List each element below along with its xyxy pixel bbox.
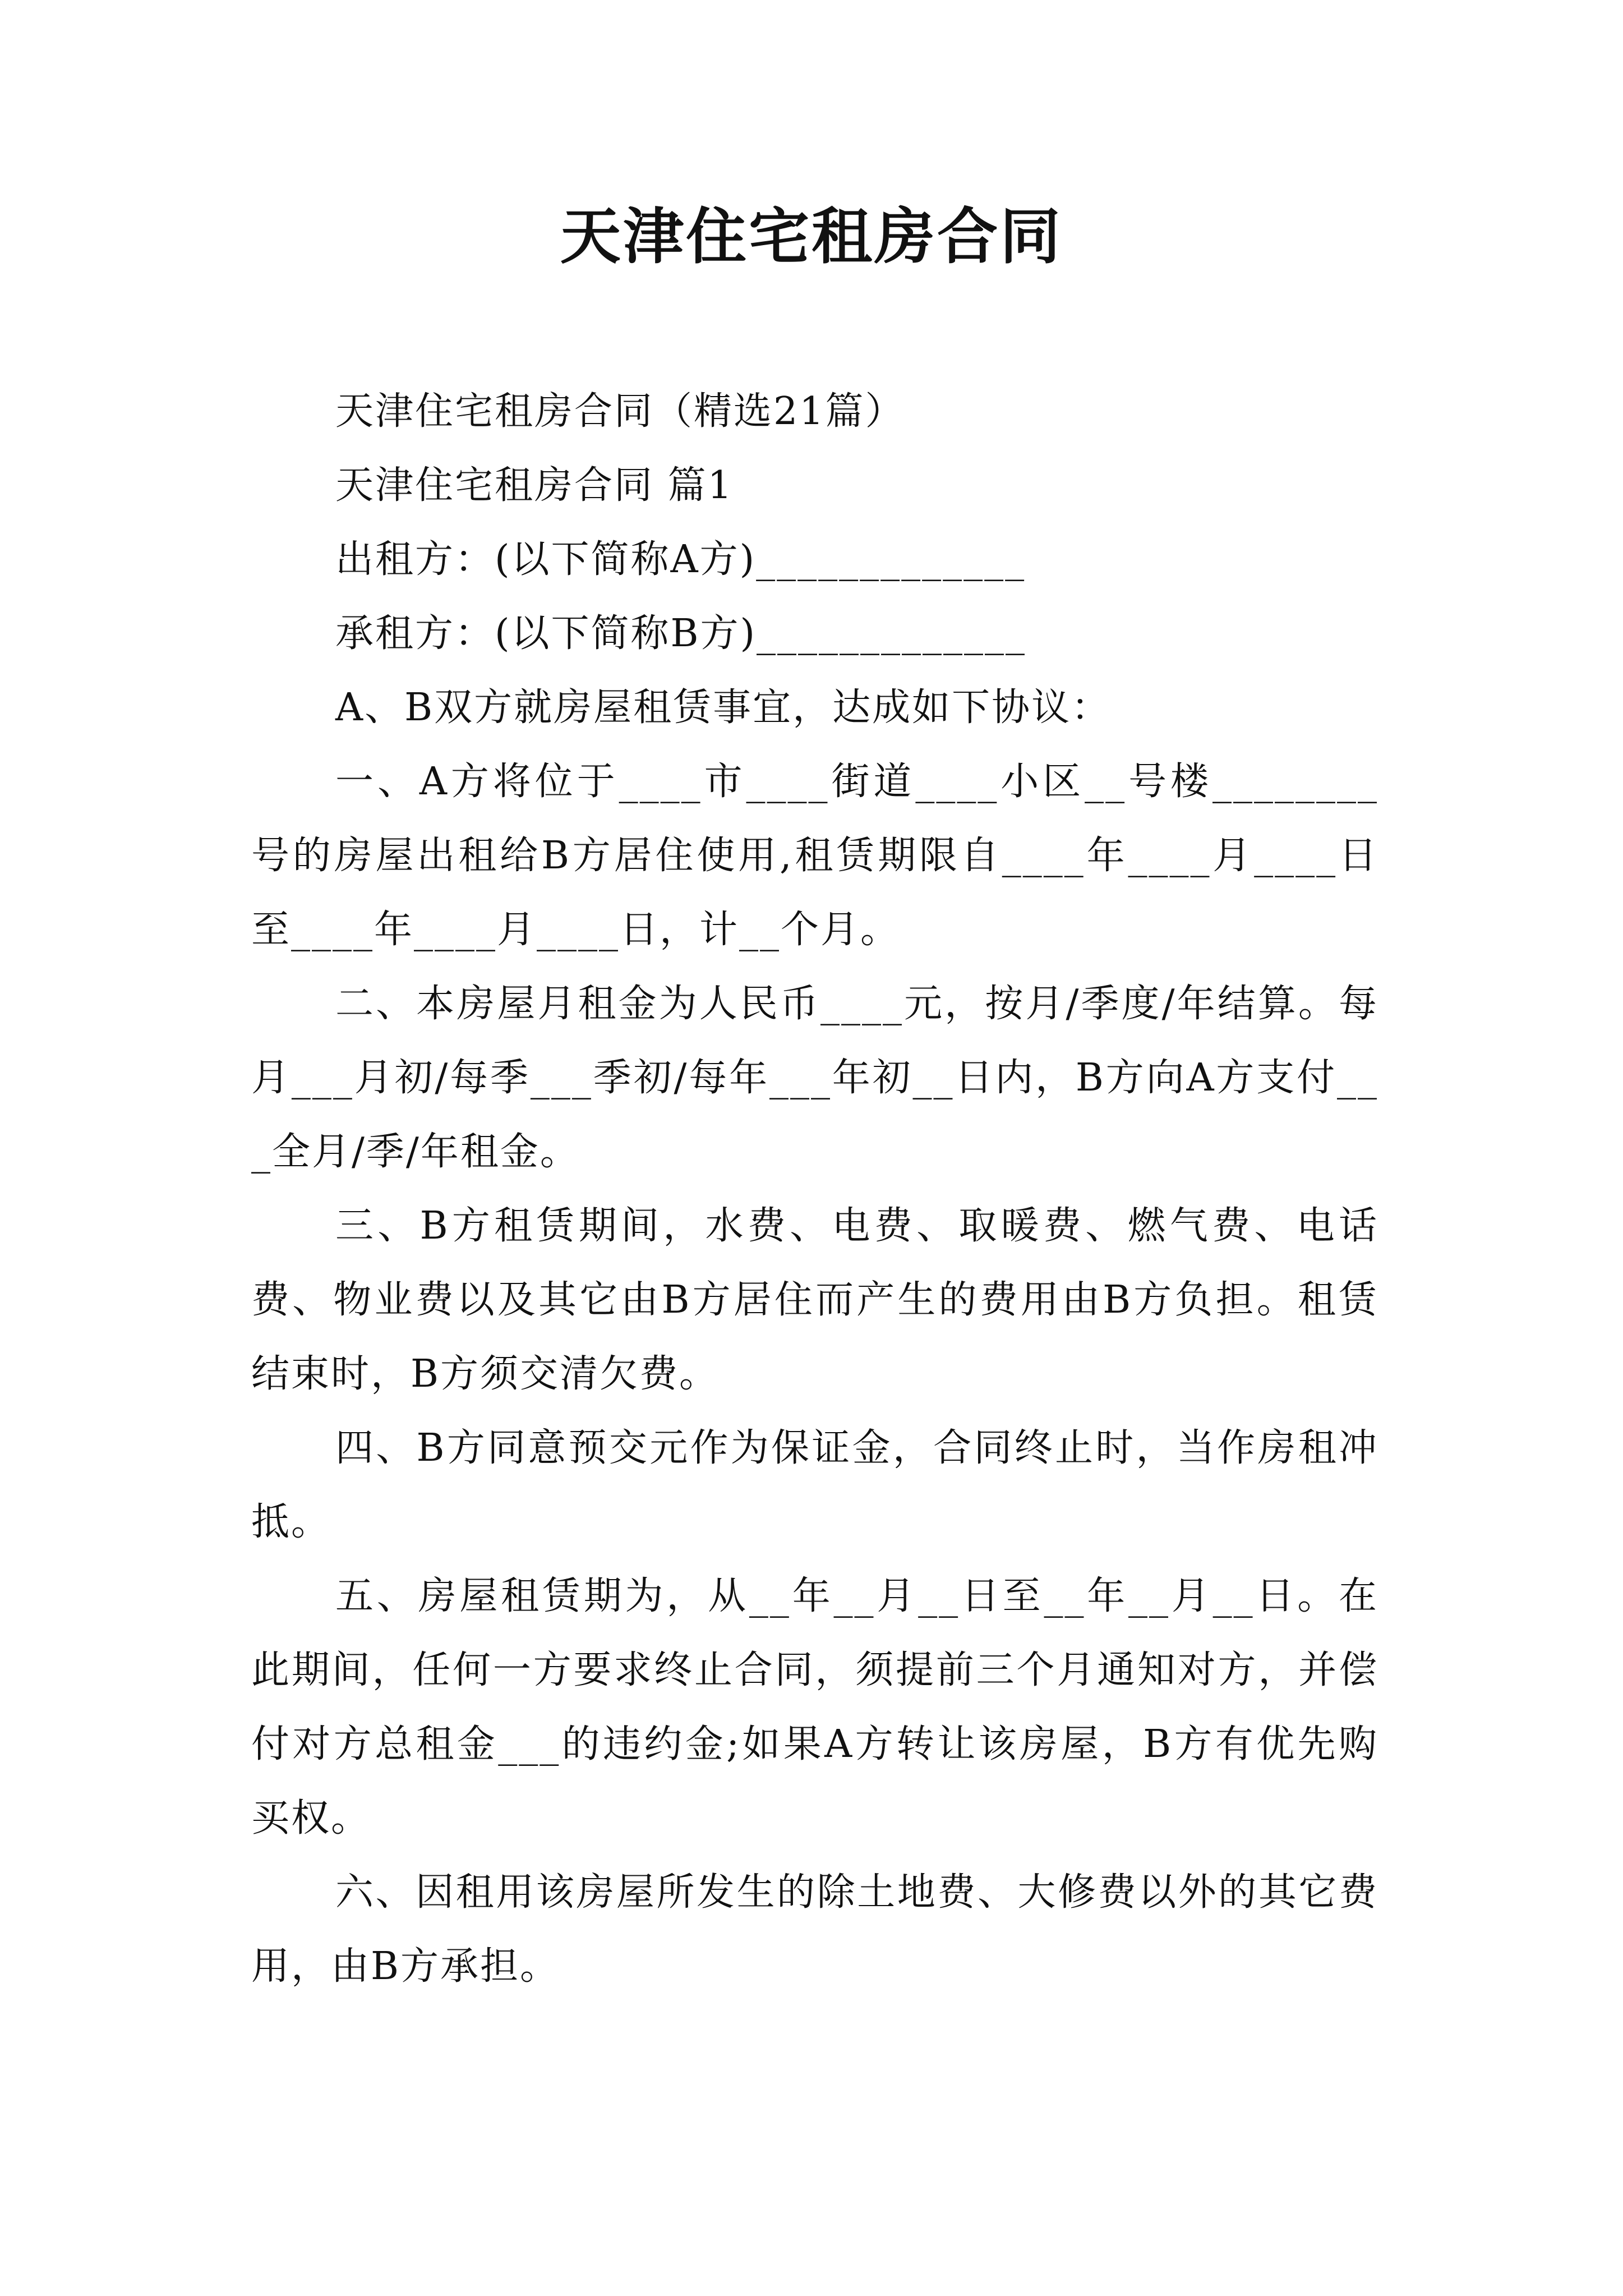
clause-3: 三、B方租赁期间，水费、电费、取暖费、燃气费、电话费、物业费以及其它由B方居住而产生的费用由B方负担。租赁结束时，B方须交清欠费。 xyxy=(251,1204,1378,1396)
clause-4: 四、B方同意预交元作为保证金，合同终止时，当作房租冲抵。 xyxy=(251,1426,1378,1544)
paragraph-agreement-intro: A、B双方就房屋租赁事宜，达成如下协议： xyxy=(335,685,1112,730)
paragraph-contract-heading: 天津住宅租房合同 篇1 xyxy=(335,463,734,508)
document-title: 天津住宅租房合同 xyxy=(560,201,1063,272)
paragraph-collection-heading: 天津住宅租房合同（精选21篇） xyxy=(335,389,905,434)
clause-1: 一、A方将位于____市____街道____小区__号楼________号的房屋出租给B方居住使用,租赁期限自____年____月____日至____年____月____日，计__个月。 xyxy=(251,760,1378,952)
clause-2: 二、本房屋月租金为人民币____元，按月/季度/年结算。每月___月初/每季___季初/每年___年初__日内，B方向A方支付___全月/季/年租金。 xyxy=(251,982,1378,1174)
paragraph-lessee: 承租方：(以下简称B方)_____________ xyxy=(335,611,1027,656)
clause-5: 五、房屋租赁期为，从__年__月__日至__年__月__日。在此期间，任何一方要求终止合同，须提前三个月通知对方，并偿付对方总租金___的违约金;如果A方转让该房屋，B方有优先购买权。 xyxy=(251,1574,1378,1841)
paragraph-lessor: 出租方：(以下简称A方)_____________ xyxy=(335,537,1026,582)
clause-6: 六、因租用该房屋所发生的除土地费、大修费以外的其它费用，由B方承担。 xyxy=(251,1870,1378,1989)
document-body xyxy=(251,375,1378,2004)
